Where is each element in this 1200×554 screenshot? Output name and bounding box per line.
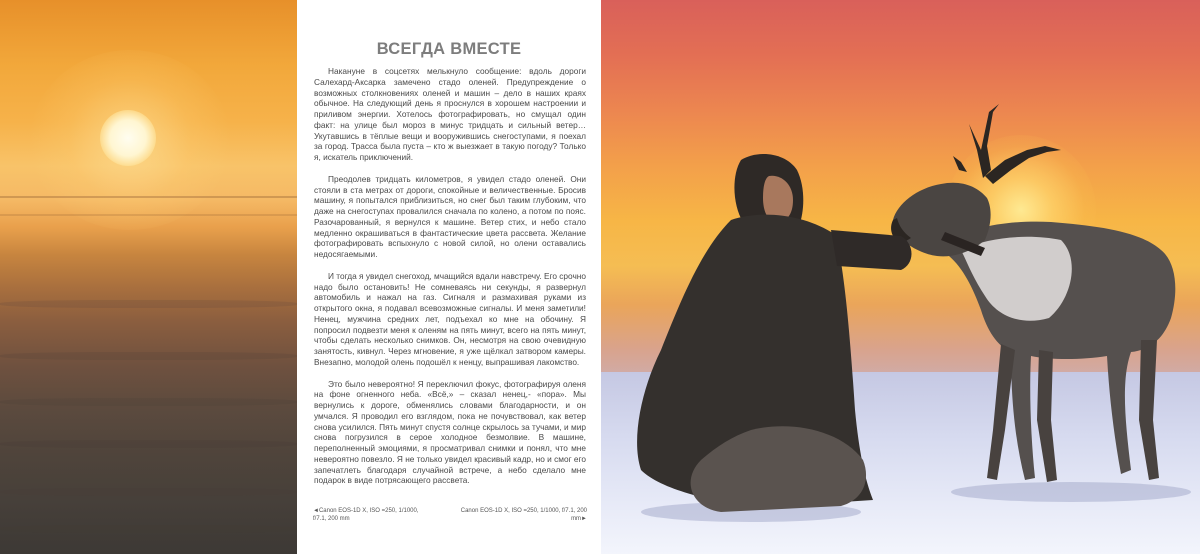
- right-photo-man-with-reindeer: [601, 0, 1200, 554]
- reindeer: [891, 104, 1175, 482]
- article-body: [314, 66, 586, 497]
- reindeer-leg: [1037, 350, 1057, 482]
- horizon-line: [0, 196, 297, 198]
- reindeer-antler: [985, 146, 1061, 184]
- reindeer-leg: [987, 344, 1015, 480]
- reindeer-antler: [969, 104, 999, 178]
- snow-drift: [0, 440, 297, 448]
- reindeer-antler: [953, 156, 967, 172]
- snow-drift: [0, 525, 297, 533]
- snow-drift: [0, 488, 297, 496]
- man-arm: [831, 230, 912, 270]
- horizon-haze: [0, 214, 297, 216]
- snow-drift: [0, 398, 297, 406]
- article-paragraph: И тогда я увидел снегоход, мчащийся вдали навстречу. Его срочно надо было остановить! Не сомневаясь ни секунды, я развернул автомобиль и нажал на газ. Сигналя и размахивая руками из открытого окна, я подавал всевозможные сигналы. И меня заметили! Ненец, мужчина средних лет, подъехал ко мне на обочину. Я попросил подвезти меня к оленям на пять минут, всего на пять минут, чтобы сделать несколько снимков. Он, несмотря на свою очевидную занятость, кивнул. Через мгновение, я уже щёлкал затвором камеры. Внезапно, молодой олень подошёл к ненцу, выпрашивая лакомство.: [314, 270, 586, 367]
- photo-caption-right: Canon EOS-1D X, ISO =250, 1/1000, f/7.1, 200 mm►: [460, 508, 587, 522]
- reindeer-leg: [1139, 340, 1159, 480]
- article-paragraph: Накануне в соцсетях мелькнуло сообщение: вдоль дороги Салехард-Аксарка замечено стадо оленей. Предупреждение о возможных столкновениях оленей и машин – дело в наших краях обычное. На следующий день я проснулся в хорошем настроении и приливом энергии. Хотелось фотографировать, но смущал один факт: на улице был мороз в минус тридцать и сильный ветер… Укутавшись в тёплые вещи и вооружившись снегоступами, я поехал за город. Трасса была пуста – кто ж выезжает в такую погоду? Только я, искатель приключений.: [314, 66, 586, 162]
- article-paragraph: Это было невероятно! Я переключил фокус, фотографируя оленя на фоне огненного неба. «Всё,» – сказал ненец,- «пора». Мы вернулись к дороге, обменялись словами благодарности, и он умчался. Я проводил его взглядом, пока не почувствовал, как ветер снова усилился. Пять минут спустя солнце скрылось за тучами, и мир снова погрузился в серое холодное безмолвие. В машине, переполненный эмоциями, я просматривал снимки и понял, что мне невероятно повезло. Я не только увидел красивый кадр, но и смог его запечатлеть благодаря случайной встрече, а небо сделало мне подарок в виде потрясающего рассвета.: [314, 378, 586, 486]
- article-paragraph: Преодолев тридцать километров, я увидел стадо оленей. Они стояли в ста метрах от дороги, спокойные и величественные. Бросив машину, я попытался приблизиться, но снег был таким глубоким, что даже на снегоступах провалился сначала по колено, а потом по пояс. Разочарованный, я вернулся к машине. Ветер стих, и небо стало медленно окрашиваться в фантастические цвета рассвета. Желание фотографировать вспыхнуло с новой силой, но олени оставались недосягаемыми.: [314, 173, 586, 259]
- left-photo-sunset-tundra: [0, 0, 297, 554]
- silhouettes: [601, 0, 1200, 554]
- page-title: ВСЕГДА ВМЕСТЕ: [376, 40, 522, 58]
- photo-caption-left: ◄Canon EOS-1D X, ISO =250, 1/1000, f/7.1, 200 mm: [313, 508, 419, 522]
- snow-drift: [0, 300, 297, 308]
- reindeer-shadow: [951, 482, 1191, 502]
- snow-drift: [0, 352, 297, 360]
- sun: [100, 110, 156, 166]
- text-page: [297, 0, 601, 554]
- man-in-malitsa: [637, 154, 911, 512]
